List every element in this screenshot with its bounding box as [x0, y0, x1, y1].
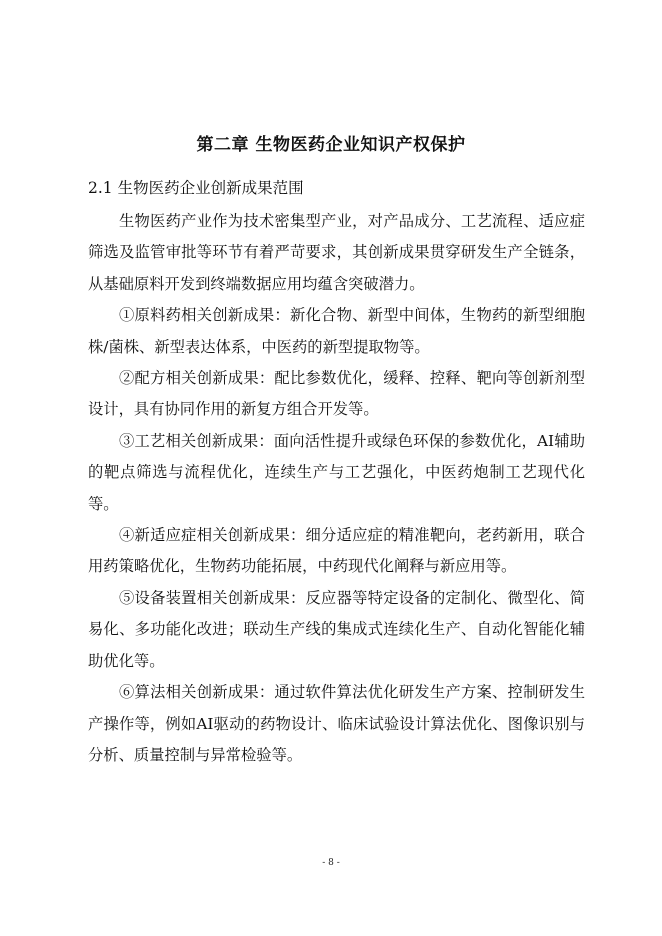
- section-heading: 2.1 生物医药企业创新成果范围: [88, 179, 304, 197]
- page-number: - 8 -: [322, 858, 340, 868]
- item-formulation: ②配方相关创新成果：配比参数优化，缓释、控释、靶向等创新剂型设计，具有协同作用的新复方组合开发等。: [88, 369, 585, 419]
- item-equipment: ⑤设备装置相关创新成果：反应器等特定设备的定制化、微型化、简易化、多功能化改进；联动生产线的集成式连续化生产、自动化智能化辅助优化等。: [88, 588, 585, 670]
- item-process: ③工艺相关创新成果：面向活性提升或绿色环保的参数优化，AI辅助的靶点筛选与流程优化，连续生产与工艺强化，中医药炮制工艺现代化等。: [88, 431, 585, 513]
- item-algorithm: ⑥算法相关创新成果：通过软件算法优化研发生产方案、控制研发生产操作等，例如AI驱动的药物设计、临床试验设计算法优化、图像识别与分析、质量控制与异常检验等。: [88, 683, 585, 764]
- chapter-title: 第二章 生物医药企业知识产权保护: [196, 135, 466, 155]
- body-text: [88, 206, 585, 771]
- intro-paragraph: 生物医药产业作为技术密集型产业，对产品成分、工艺流程、适应症筛选及监管审批等环节有着严苛要求，其创新成果贯穿研发生产全链条，从基础原料开发到终端数据应用均蕴含突破潜力。: [88, 212, 585, 293]
- item-new-indication: ④新适应症相关创新成果：细分适应症的精准靶向，老药新用，联合用药策略优化，生物药功能拓展，中药现代化阐释与新应用等。: [88, 526, 585, 576]
- item-raw-materials: ①原料药相关创新成果：新化合物、新型中间体，生物药的新型细胞株/菌株、新型表达体系，中医药的新型提取物等。: [88, 306, 585, 356]
